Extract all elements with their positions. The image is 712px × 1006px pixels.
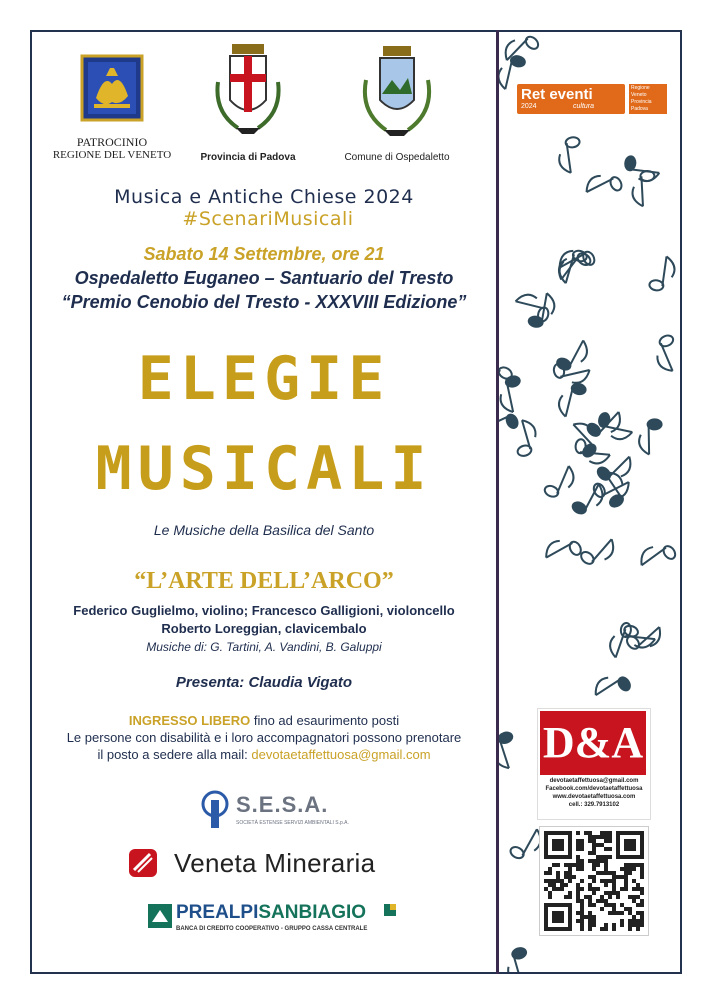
prealpi-name bbox=[176, 902, 366, 924]
comune-ospedaletto-crest-icon bbox=[356, 44, 438, 142]
reteventi-sub: cultura bbox=[573, 103, 595, 110]
event-title-line2: MUSICALI bbox=[95, 434, 433, 504]
performers-line2: Roberto Loreggian, clavicembalo bbox=[161, 621, 367, 636]
veneta-mineraria-logo bbox=[128, 846, 408, 882]
qr-code[interactable] bbox=[539, 826, 649, 936]
veneta-mineraria-name: Veneta Mineraria bbox=[174, 848, 376, 878]
partner-2: Veneto bbox=[631, 92, 647, 98]
sesa-emblem-icon bbox=[198, 790, 232, 830]
poster-left-panel bbox=[32, 32, 496, 972]
performers-line1: Federico Guglielmo, violino; Francesco Galligioni, violoncello bbox=[73, 603, 455, 618]
admission-line3-prefix: il posto a sedere alla mail: bbox=[97, 747, 252, 762]
event-title-line1: ELEGIE bbox=[137, 344, 391, 414]
partner-4: Padova bbox=[631, 106, 648, 112]
province-label: Provincia di Padova bbox=[200, 152, 296, 163]
admission-email-link[interactable]: devotaetaffettuosa@gmail.com bbox=[251, 747, 431, 762]
sesa-sub: SOCIETÀ ESTENSE SERVIZI AMBIENTALI S.p.A. bbox=[236, 820, 349, 826]
patron-label: PATROCINIO bbox=[76, 135, 148, 149]
organizer-card bbox=[537, 708, 651, 820]
veneta-mineraria-emblem-icon bbox=[128, 848, 158, 878]
admission-free-label: INGRESSO LIBERO bbox=[128, 713, 251, 728]
event-place: Ospedaletto Euganeo – Santuario del Tresto bbox=[74, 268, 454, 288]
prealpi-sanbiagio-logo bbox=[148, 902, 398, 942]
sesa-logo bbox=[198, 790, 348, 836]
series-heading bbox=[32, 186, 496, 230]
reteventi-partners bbox=[629, 84, 667, 114]
patron-region: REGIONE DEL VENETO bbox=[52, 149, 172, 161]
host: Presenta: Claudia Vigato bbox=[175, 674, 353, 691]
org-facebook[interactable]: Facebook.com/devotaetaffettuosa bbox=[545, 786, 643, 792]
prealpi-sub: BANCA DI CREDITO COOPERATIVO - GRUPPO CASSA CENTRALE bbox=[176, 926, 368, 932]
admission-free-rest: fino ad esaurimento posti bbox=[250, 713, 400, 728]
event-subtitle: Le Musiche della Basilica del Santo bbox=[153, 522, 375, 538]
admission-line3 bbox=[32, 746, 496, 763]
reteventi-year: 2024 bbox=[521, 103, 537, 110]
org-web[interactable]: www.devotaetaffettuosa.com bbox=[552, 794, 636, 800]
music-notes-panel bbox=[499, 32, 680, 972]
prealpi-name-a: PREALPI bbox=[176, 902, 259, 923]
prealpi-name-b: SANBIAGIO bbox=[258, 902, 367, 923]
reteventi-badge bbox=[517, 84, 625, 114]
partner-3: Provincia bbox=[631, 99, 652, 105]
qr-code-icon bbox=[540, 827, 648, 935]
provincia-padova-crest-icon bbox=[210, 42, 286, 142]
series-hashtag: #ScenariMusicali bbox=[182, 208, 354, 230]
composers: Musiche di: G. Tartini, A. Vandini, B. Galuppi bbox=[146, 640, 382, 654]
organizer-logo: D&A bbox=[540, 711, 646, 775]
prealpi-square-icon bbox=[384, 904, 396, 916]
reteventi-logo bbox=[517, 84, 667, 118]
event-award: “Premio Cenobio del Tresto - XXXVIII Edizione” bbox=[61, 292, 467, 312]
admission-line2: Le persone con disabilità e i loro accompagnatori possono prenotare bbox=[66, 730, 462, 745]
prealpi-emblem-icon bbox=[148, 904, 172, 928]
reteventi-brand: Ret eventi bbox=[521, 86, 593, 103]
comune-label: Comune di Ospedaletto bbox=[344, 152, 450, 163]
partner-1: Regione bbox=[631, 85, 650, 91]
regione-veneto-crest-icon bbox=[76, 54, 148, 124]
series-name: Musica e Antiche Chiese 2024 bbox=[114, 186, 414, 208]
sesa-name: S.E.S.A. bbox=[236, 792, 329, 817]
admission-line1 bbox=[32, 712, 496, 729]
org-phone: cell.: 329.7913102 bbox=[568, 802, 620, 808]
concert-name: “L’ARTE DELL’ARCO” bbox=[134, 568, 394, 594]
org-email[interactable]: devotaetaffettuosa@gmail.com bbox=[549, 778, 639, 784]
event-date: Sabato 14 Settembre, ore 21 bbox=[143, 244, 385, 264]
